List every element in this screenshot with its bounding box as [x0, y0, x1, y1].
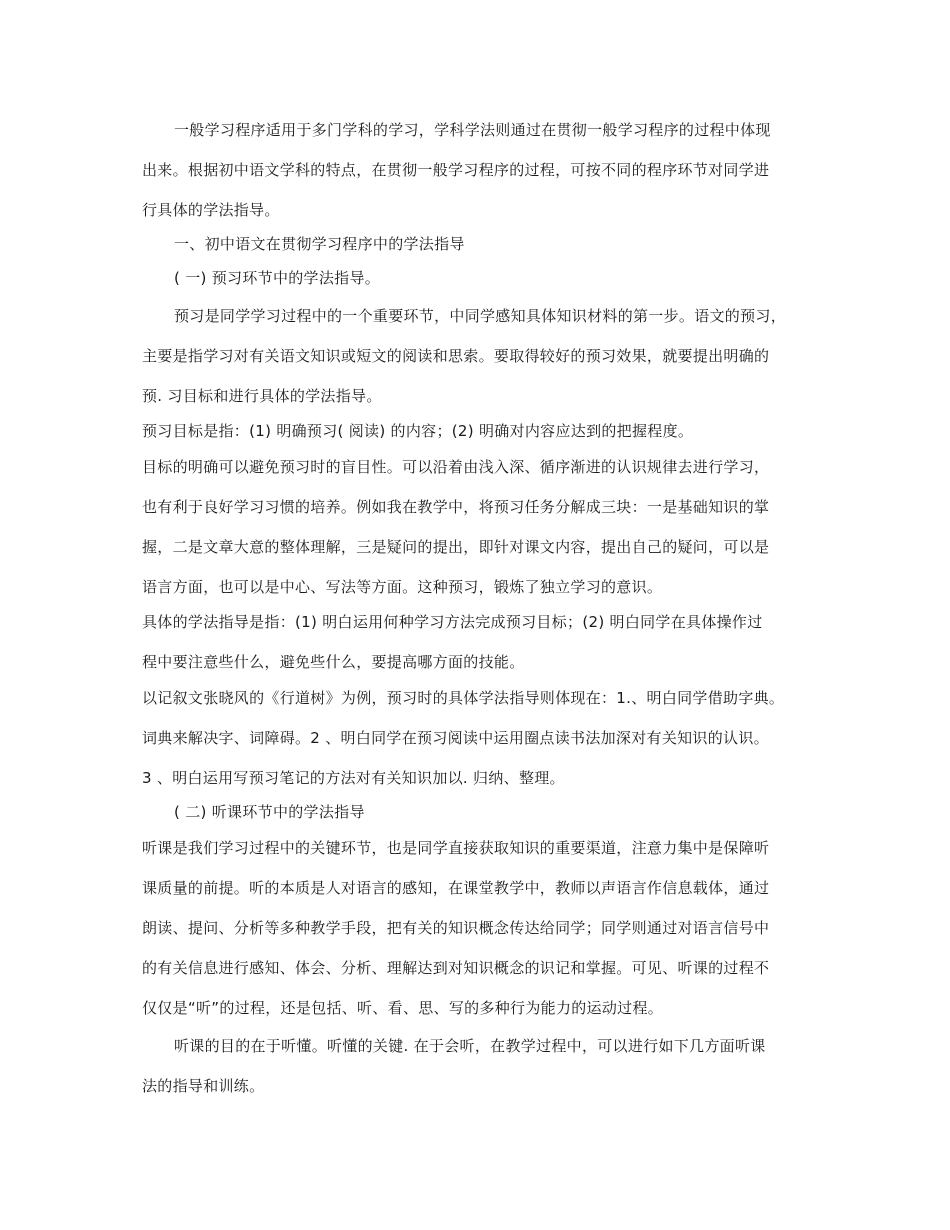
paragraph-line: 听课是我们学习过程中的关键环节，也是同学直接获取知识的重要渠道，注意力集中是保障听 [142, 839, 770, 857]
paragraph-line: 行具体的学法指导。 [142, 201, 280, 219]
paragraph-line: 预习目标是指：(1) 明确预习( 阅读) 的内容；(2) 明确对内容应达到的把握程度。 [142, 422, 694, 440]
paragraph-line: 的有关信息进行感知、体会、分析、理解达到对知识概念的识记和掌握。可见、听课的过程不 [142, 959, 770, 977]
paragraph-line: 仅仅是“听”的过程，还是包括、听、看、思、写的多种行为能力的运动过程。 [142, 999, 664, 1017]
paragraph-line: 预. 习目标和进行具体的学法指导。 [142, 387, 382, 405]
paragraph-line: 词典来解决字、词障碍。2 、明白同学在预习阅读中运用圈点读书法加深对有关知识的认识。 [142, 729, 769, 747]
subsection-heading: ( 一) 预习环节中的学法指导。 [174, 269, 381, 287]
paragraph-line: 出来。根据初中语文学科的特点，在贯彻一般学习程序的过程，可按不同的程序环节对同学进 [142, 161, 770, 179]
paragraph-line: 也有利于良好学习习惯的培养。例如我在教学中，将预习任务分解成三块：一是基础知识的掌 [142, 498, 770, 516]
subsection-heading: ( 二) 听课环节中的学法指导 [174, 803, 365, 821]
paragraph-line: 语言方面，也可以是中心、写法等方面。这种预习，锻炼了独立学习的意识。 [142, 578, 663, 596]
paragraph-line: 法的指导和训练。 [142, 1077, 265, 1095]
paragraph-line: 主要是指学习对有关语文知识或短文的阅读和思索。要取得较好的预习效果，就要提出明确的 [142, 347, 770, 365]
paragraph-line: 一般学习程序适用于多门学科的学习，学科学法则通过在贯彻一般学习程序的过程中体现 [174, 121, 771, 139]
paragraph-line: 以记叙文张晓风的《行道树》为例，预习时的具体学法指导则体现在：1.、明白同学借助字典。 [142, 689, 785, 707]
section-heading: 一、初中语文在贯彻学习程序中的学法指导 [174, 235, 465, 253]
paragraph-line: 3 、明白运用写预习笔记的方法对有关知识加以. 归纳、整理。 [142, 769, 565, 787]
paragraph-line: 听课的目的在于听懂。听懂的关键. 在于会听，在教学过程中，可以进行如下几方面听课 [174, 1037, 766, 1055]
paragraph-line: 具体的学法指导是指：(1) 明白运用何种学习方法完成预习目标；(2) 明白同学在具体操作过 [142, 613, 763, 631]
paragraph-line: 预习是同学学习过程中的一个重要环节，中同学感知具体知识材料的第一步。语文的预习， [174, 307, 787, 325]
paragraph-line: 握，二是文章大意的整体理解，三是疑问的提出，即针对课文内容，提出自己的疑问，可以是 [142, 538, 770, 556]
paragraph-line: 朗读、提问、分析等多种教学手段，把有关的知识概念传达给同学；同学则通过对语言信号中 [142, 919, 770, 937]
paragraph-line: 课质量的前提。听的本质是人对语言的感知，在课堂教学中，教师以声语言作信息载体，通过 [142, 879, 770, 897]
paragraph-line: 程中要注意些什么，避免些什么，要提高哪方面的技能。 [142, 653, 525, 671]
paragraph-line: 目标的明确可以避免预习时的盲目性。可以沿着由浅入深、循序渐进的认识规律去进行学习， [142, 458, 770, 476]
